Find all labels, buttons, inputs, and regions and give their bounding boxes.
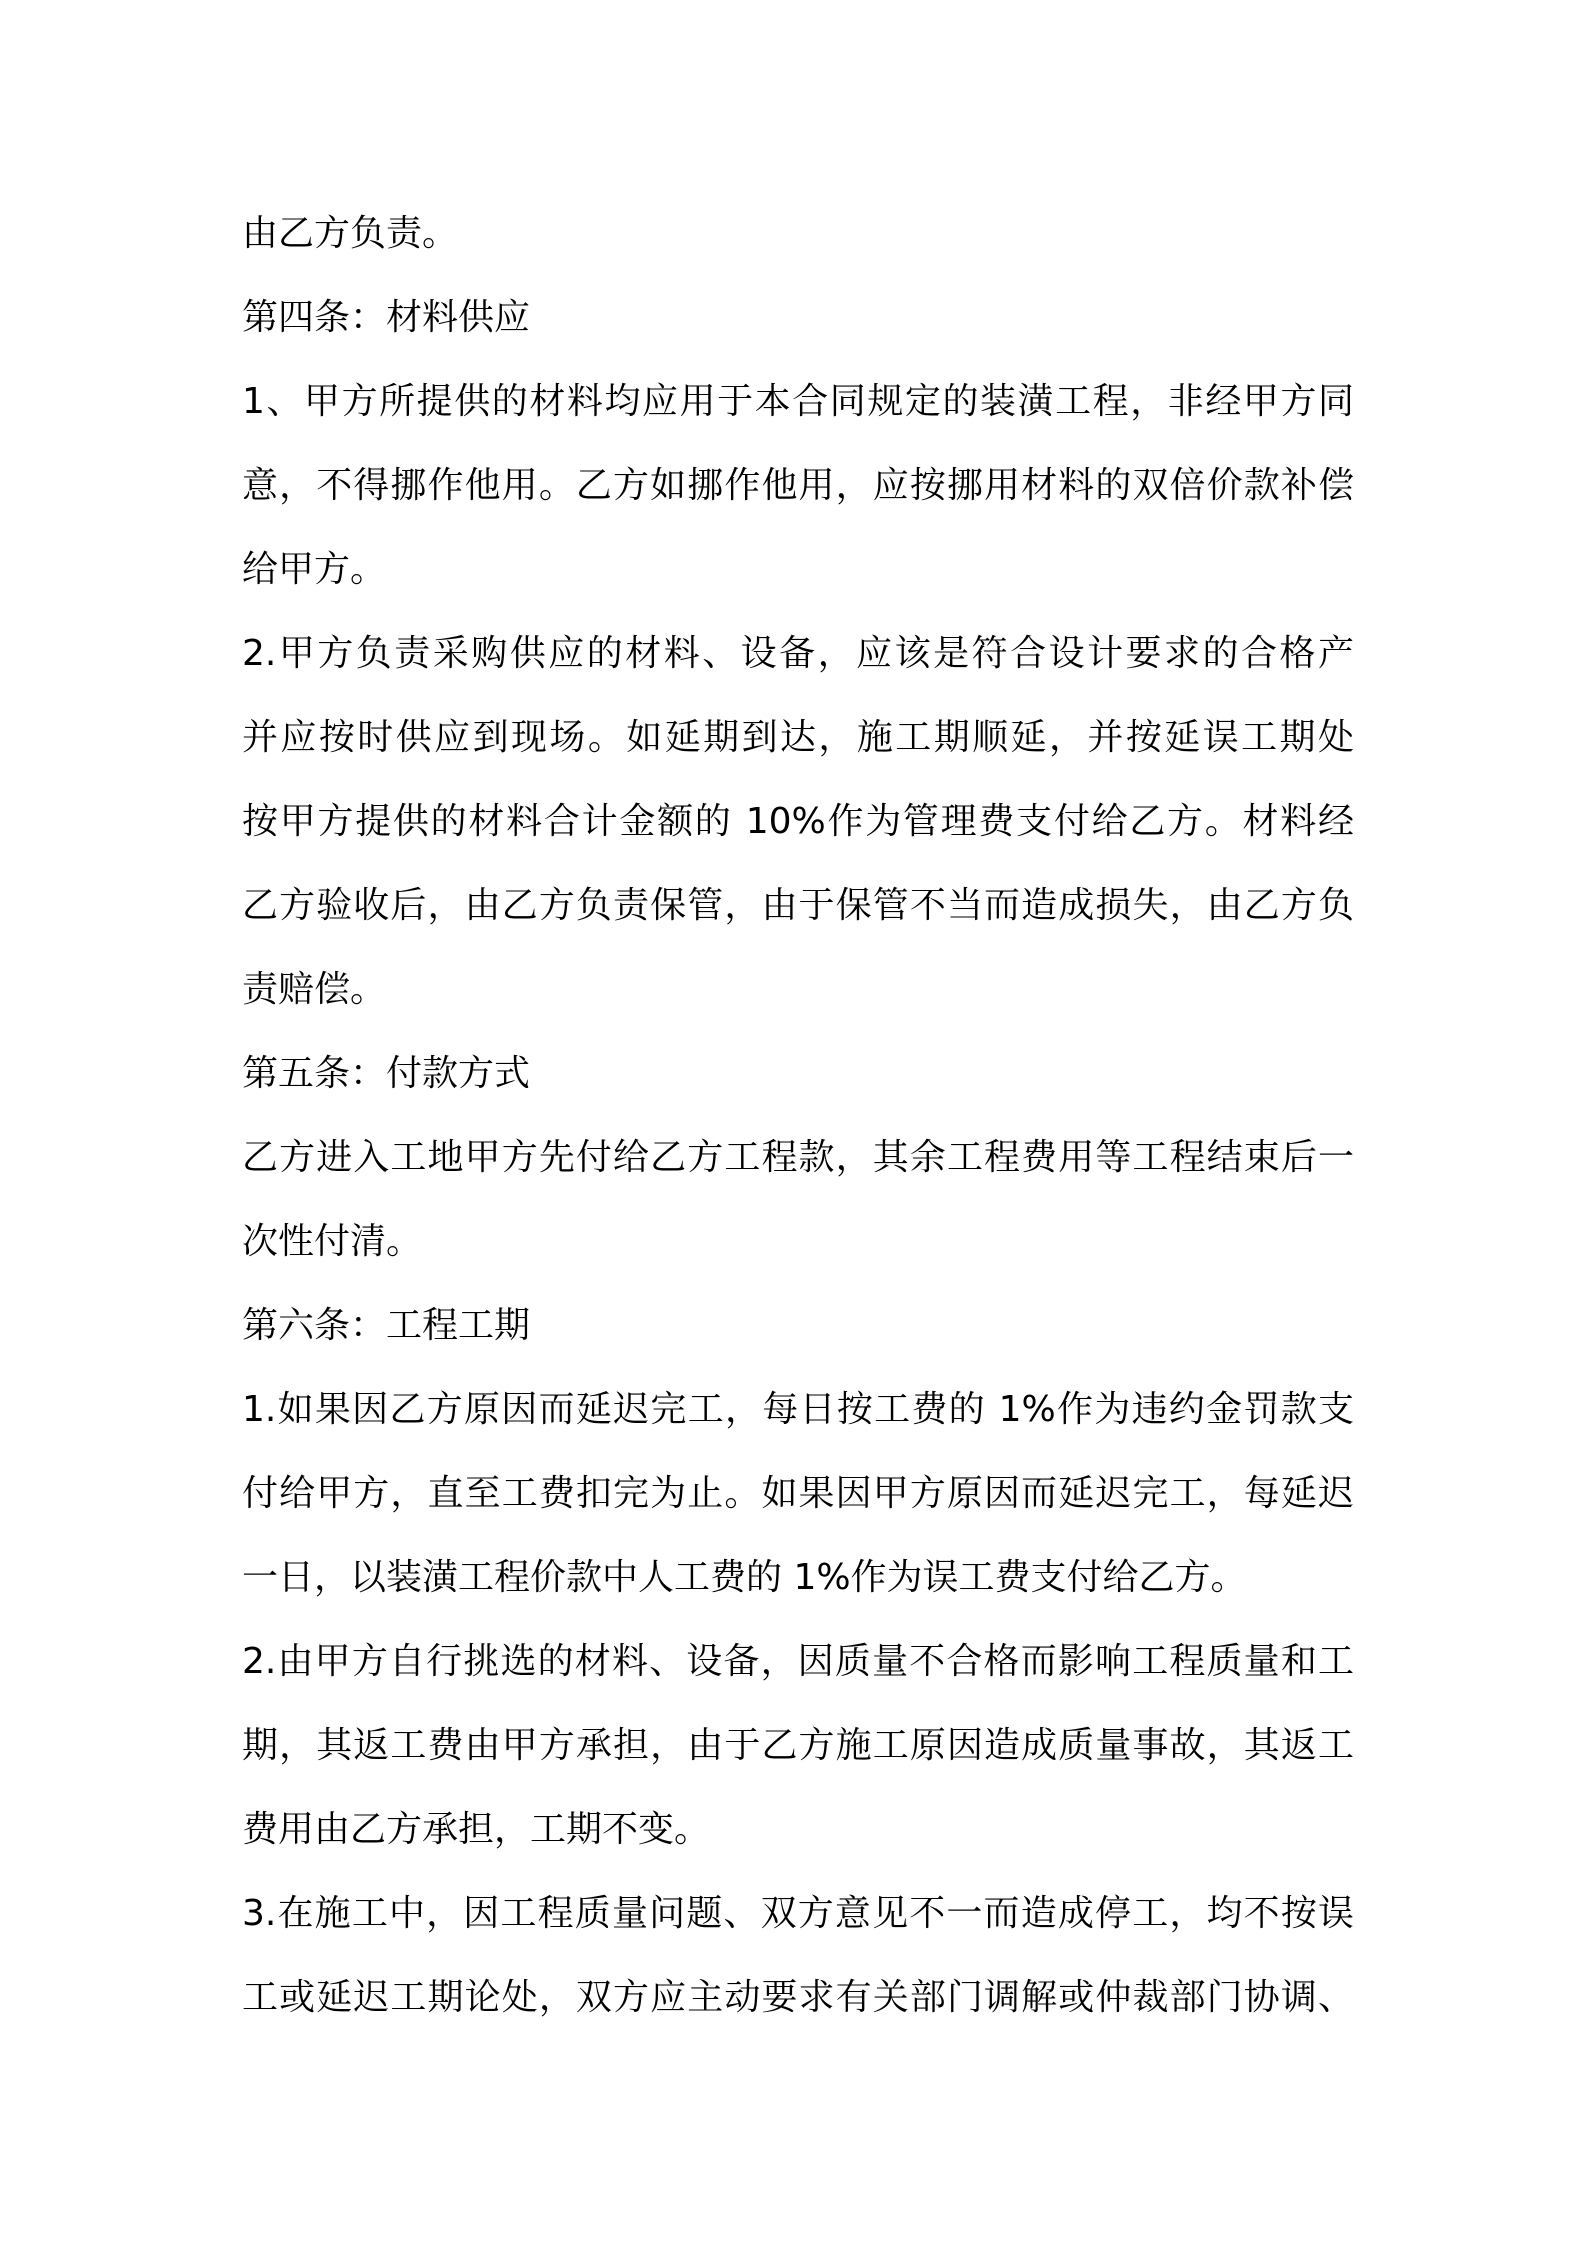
text-line: 按甲方提供的材料合计金额的 10%作为管理费支付给乙方。材料经 bbox=[242, 801, 1354, 842]
text-line: 乙方验收后，由乙方负责保管，由于保管不当而造成损失，由乙方负 bbox=[242, 885, 1354, 926]
text-line: 1、甲方所提供的材料均应用于本合同规定的装潢工程，非经甲方同 bbox=[242, 381, 1354, 422]
document-body bbox=[242, 192, 1354, 2040]
text-line: 次性付清。 bbox=[242, 1221, 423, 1262]
text-line: 期，其返工费由甲方承担，由于乙方施工原因造成质量事故，其返工 bbox=[242, 1725, 1354, 1766]
text-line: 2.甲方负责采购供应的材料、设备，应该是符合设计要求的合格产 bbox=[242, 633, 1354, 674]
text-line: 意，不得挪作他用。乙方如挪作他用，应按挪用材料的双倍价款补偿 bbox=[242, 465, 1354, 506]
text-line: 费用由乙方承担，工期不变。 bbox=[242, 1809, 711, 1850]
text-line: 并应按时供应到现场。如延期到达，施工期顺延，并按延误工期处 bbox=[242, 717, 1354, 758]
section-heading-article-5: 第五条：付款方式 bbox=[242, 1053, 531, 1094]
text-line: 由乙方负责。 bbox=[242, 213, 459, 254]
text-line: 2.由甲方自行挑选的材料、设备，因质量不合格而影响工程质量和工 bbox=[242, 1641, 1354, 1682]
text-line: 乙方进入工地甲方先付给乙方工程款，其余工程费用等工程结束后一 bbox=[242, 1137, 1354, 1178]
text-line: 给甲方。 bbox=[242, 549, 387, 590]
text-line: 责赔偿。 bbox=[242, 969, 387, 1010]
text-line: 一日，以装潢工程价款中人工费的 1%作为误工费支付给乙方。 bbox=[242, 1557, 1247, 1598]
text-line: 付给甲方，直至工费扣完为止。如果因甲方原因而延迟完工，每延迟 bbox=[242, 1473, 1354, 1514]
section-heading-article-6: 第六条：工程工期 bbox=[242, 1305, 531, 1346]
text-line: 1.如果因乙方原因而延迟完工，每日按工费的 1%作为违约金罚款支 bbox=[242, 1389, 1354, 1430]
text-line: 工或延迟工期论处，双方应主动要求有关部门调解或仲裁部门协调、 bbox=[242, 1977, 1354, 2018]
text-line: 3.在施工中，因工程质量问题、双方意见不一而造成停工，均不按误 bbox=[242, 1893, 1354, 1934]
section-heading-article-4: 第四条：材料供应 bbox=[242, 297, 531, 338]
